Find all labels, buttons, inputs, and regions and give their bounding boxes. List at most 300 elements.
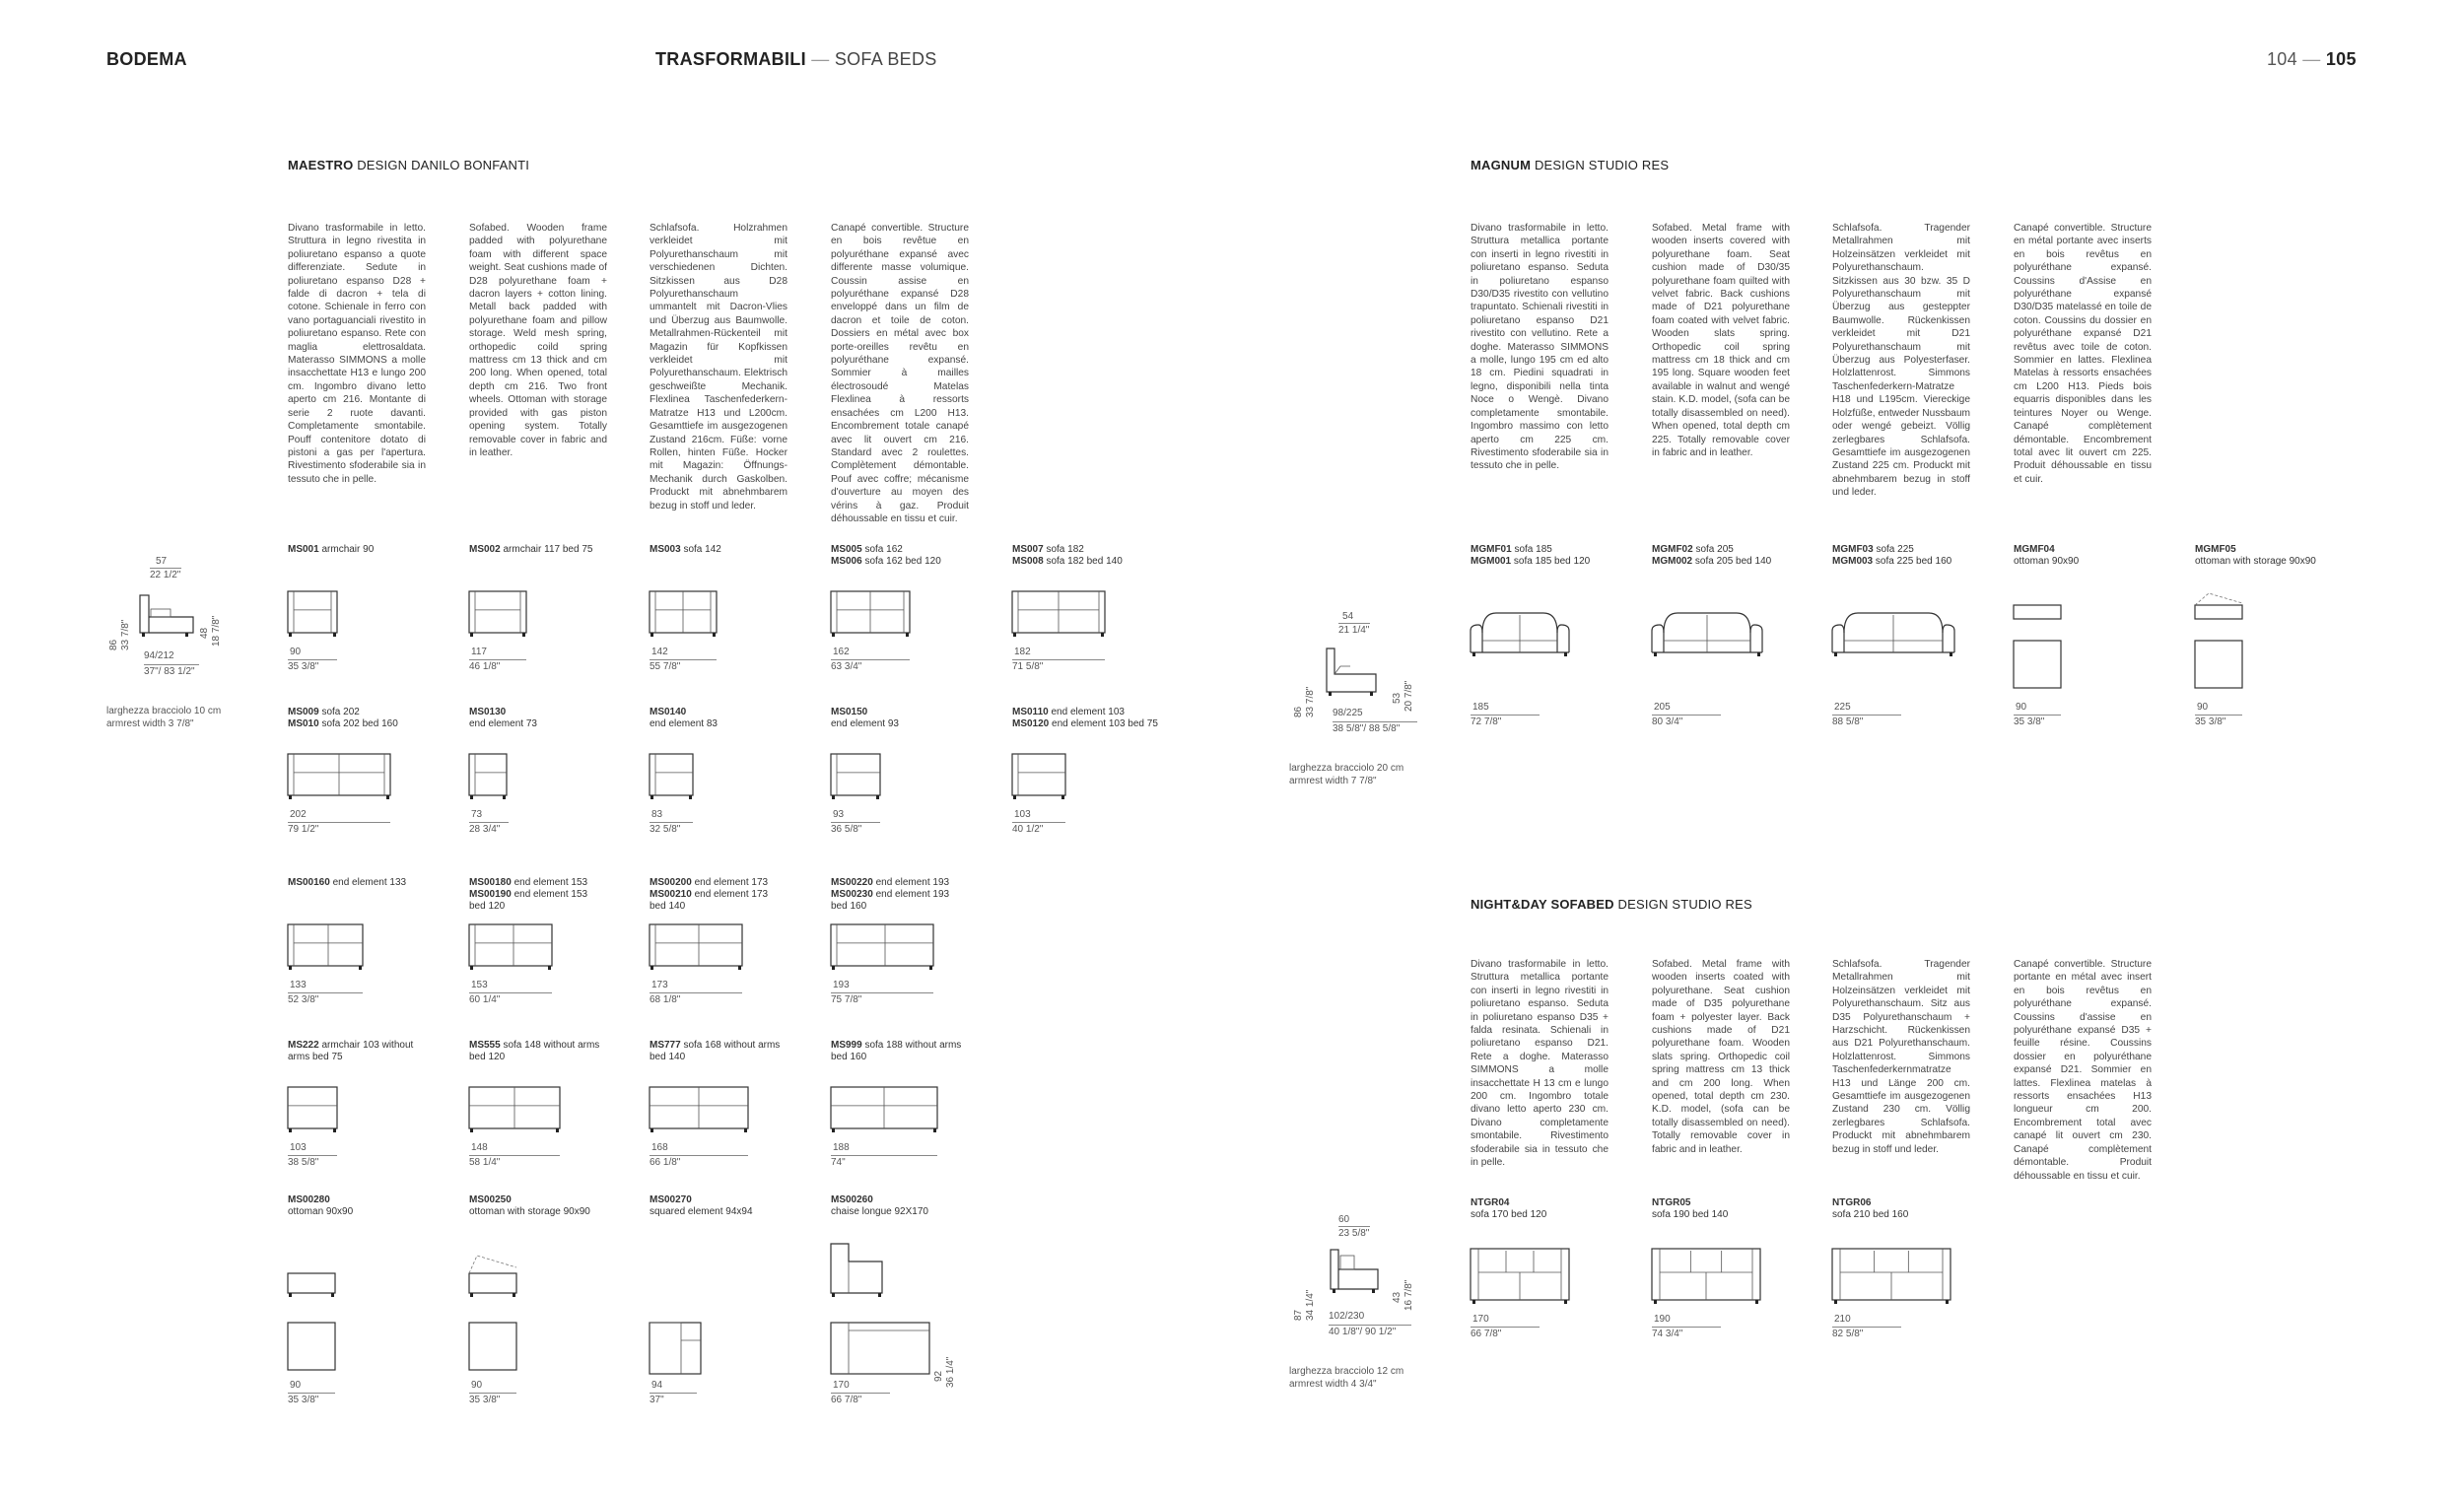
nightday-item	[1832, 1197, 2000, 1345]
maestro-item	[469, 707, 637, 854]
profile-top-dim-in: 21 1/4"	[1338, 625, 1370, 636]
item-desc-2: ottoman with storage 90x90	[2195, 556, 2316, 567]
nightday-armrest-note-it: larghezza bracciolo 12 cm	[1289, 1366, 1404, 1377]
item-desc-2: end element 93	[831, 718, 899, 729]
maestro-title	[288, 158, 529, 172]
item-width-dim-in: 74 3/4"	[1652, 1327, 1721, 1340]
item-front-drawing	[1471, 1249, 1599, 1328]
profile-h2-dim: 53	[1392, 692, 1403, 704]
item-code: MS005	[831, 544, 862, 555]
maestro-desc-de: Schlafsofa. Holzrahmen verkleidet mit Polyurethanschaum mit verschiedenen Dichten. Sitzkissen aus D28 Polyurethanschaum ummantelt mit Dacron-Vlies und Überzug aus Baumwolle. Metallrahmen-Rückenteil mit Magazin für Kopfkissen verkleidet mit Polyurethanschaum. Elektrisch geschweißte Mechanik. Flexlinea Taschenfederkern-Matratze H13 und L200cm. Gesamttiefe im ausgezogenen Zustand 216cm. Füße: vorne Rollen, hinten Füße. Hocker mit Magazin: Öffnungs-Mechanik durch Gaskolben. Produckt mit abnehmbarem bezug in stoff und leder.	[650, 223, 787, 511]
profile-h1-dim: 86	[1293, 706, 1304, 717]
item-front-drawing	[831, 924, 935, 974]
item-label	[831, 544, 941, 568]
magnum-profile	[1289, 609, 1437, 747]
item-code: MS00200	[650, 877, 692, 888]
item-desc: sofa 162	[861, 544, 903, 555]
item-front-drawing	[831, 754, 882, 803]
item-front-drawing	[650, 1087, 750, 1136]
item-desc-2: arms bed 75	[288, 1052, 343, 1062]
item-desc: end element 173	[691, 877, 769, 888]
item-front-drawing	[1652, 1249, 1780, 1328]
item-desc: armchair 117 bed 75	[500, 544, 593, 555]
profile-h2-dim-in: 18 7/8"	[211, 615, 222, 647]
item-desc: sofa 205	[1692, 544, 1734, 555]
profile-bottom-dim: 98/225	[1333, 708, 1363, 718]
magnum-armrest-note-en: armrest width 7 7/8"	[1289, 776, 1377, 786]
page-number-separator: —	[2302, 49, 2321, 69]
maestro-armrest-note-it: larghezza bracciolo 10 cm	[106, 706, 222, 716]
item-desc-2: bed 120	[469, 1052, 506, 1062]
item-front-drawing	[469, 591, 528, 641]
item-label	[1012, 707, 1158, 730]
item-desc: end element 103	[1048, 707, 1125, 717]
item-desc-2: end element 73	[469, 718, 537, 729]
item-desc-2: end element 173	[691, 889, 769, 900]
item-front-drawing	[650, 591, 719, 641]
item-desc-2: chaise longue 92X170	[831, 1206, 928, 1217]
item-width-dim: 162	[833, 647, 850, 657]
page-section-title	[655, 49, 937, 70]
item-desc-2: bed 140	[650, 1052, 686, 1062]
item-width-dim-in: 35 3/8"	[288, 659, 337, 673]
item-front-drawing	[469, 924, 554, 974]
item-front-drawing	[288, 591, 339, 641]
item-code-2: MS008	[1012, 556, 1044, 567]
item-desc: end element 193	[872, 877, 950, 888]
item-front-drawing	[831, 591, 912, 641]
item-width-dim: 90	[2197, 702, 2209, 713]
profile-h1-dim-in: 33 7/8"	[120, 619, 131, 650]
item-width-dim-in: 74"	[831, 1155, 937, 1169]
magnum-item	[1652, 544, 1819, 727]
item-width-dim: 142	[651, 647, 668, 657]
item-desc-2: sofa 210 bed 160	[1832, 1209, 1909, 1220]
maestro-item	[1012, 544, 1180, 692]
brand-logo: BODEMA	[106, 49, 187, 69]
item-label	[650, 707, 718, 730]
magnum-name: MAGNUM	[1471, 158, 1532, 172]
item-label	[1832, 544, 1951, 568]
item-desc: sofa 188 without arms	[861, 1040, 962, 1051]
item-desc-3: bed 120	[469, 901, 506, 912]
maestro-item	[831, 877, 998, 1025]
item-label	[469, 877, 587, 913]
item-width-dim: 193	[833, 980, 850, 990]
item-width-dim-in: 38 5/8"	[288, 1155, 337, 1169]
page-numbers	[2267, 49, 2357, 70]
maestro-item	[650, 707, 817, 854]
item-label	[831, 877, 949, 913]
nightday-desc-it: Divano trasformabile in letto. Struttura metallica portante con inserti in legno rivestiti in poliuretano espanso. Seduta in poliuretano espanso D35 + falda resinata. Schienali in poliuretano espanso D21. Rete a doghe. Materasso SIMMONS a molle insacchettate H 13 cm e lungo 200 cm. Ingombro totale divano letto aperto 230 cm. Divano completamente smontabile. Rivestimento sfoderabile sia in tessuto che in pelle.	[1471, 959, 1608, 1169]
profile-h1-dim-in: 34 1/4"	[1305, 1289, 1316, 1321]
item-label	[831, 1040, 961, 1063]
item-width-dim-in: 60 1/4"	[469, 992, 552, 1006]
item-width-dim: 103	[290, 1142, 307, 1153]
item-width-dim: 83	[651, 809, 663, 820]
maestro-item	[469, 544, 637, 692]
item-code: MS222	[288, 1040, 319, 1051]
item-code-2: MS0120	[1012, 718, 1050, 729]
profile-h1-dim: 86	[108, 639, 119, 650]
profile-h2-dim: 43	[1392, 1291, 1403, 1303]
item-desc-2: sofa 185 bed 120	[1511, 556, 1591, 567]
magnum-desc-fr: Canapé convertible. Structure en métal portante avec inserts en bois revêtus en polyuréthane expansé. Coussins d'Assise en polyuréthane expansé D30/D35 matelassé en toile de coton. Coussins du dossier en polyuréthane expansé D21 revêtus avec toile de coton. Sommier en lattes. Flexlinea Matelas à ressorts ensachées cm L200 H13. Pieds bois equarris disponibles dans les teintures Noyer ou Wenge. Canapé complètement démontable. Encombrement total avec lit ouvert cm 225. Produit déhoussable en tissu et cuir.	[2014, 223, 2152, 485]
item-code-2: MS006	[831, 556, 862, 567]
item-desc-2: ottoman with storage 90x90	[469, 1206, 590, 1217]
item-width-dim-in: 37"	[650, 1393, 697, 1406]
section-name: TRASFORMABILI	[655, 49, 806, 69]
profile-top-dim-in: 22 1/2"	[150, 570, 181, 580]
item-desc-2: end element 83	[650, 718, 718, 729]
magnum-armrest-note-it: larghezza bracciolo 20 cm	[1289, 763, 1404, 774]
item-label	[1832, 1197, 1908, 1221]
item-desc: sofa 148 without arms	[500, 1040, 600, 1051]
item-label	[1012, 544, 1123, 568]
item-code: MS0110	[1012, 707, 1049, 717]
item-width-dim: 168	[651, 1142, 668, 1153]
profile-bottom-dim: 94/212	[144, 650, 174, 661]
magnum-title	[1471, 158, 1669, 172]
item-code-2: MGM002	[1652, 556, 1693, 567]
magnum-item	[1832, 544, 2000, 727]
item-label	[288, 707, 398, 730]
item-width-dim-in: 82 5/8"	[1832, 1327, 1901, 1340]
item-code: MS0150	[831, 707, 868, 717]
maestro-item	[831, 1040, 998, 1188]
item-width-dim-in: 79 1/2"	[288, 822, 390, 836]
maestro-desc-en: Sofabed. Wooden frame padded with polyurethane foam with different space weight. Seat cushions made of D28 polyurethane foam + dacron layers + cotton lining. Metall back padded with polyurethane foam and pillow storage. Weld mesh spring, orthopedic coild spring mattress cm 13 thick and cm 200 long. When opened, total depth cm 216. Two front wheels. Ottoman with storage provided with gas piston opening system. Totally removable cover in fabric and in leather.	[469, 223, 607, 458]
item-width-dim-in: 68 1/8"	[650, 992, 742, 1006]
item-label	[288, 877, 406, 889]
item-label	[288, 544, 374, 556]
profile-top-dim-in: 23 5/8"	[1338, 1228, 1370, 1239]
maestro-item	[650, 1040, 817, 1188]
profile-bottom-dim: 102/230	[1329, 1311, 1365, 1322]
item-code: MGMF04	[2014, 544, 2055, 555]
item-desc: end element 133	[329, 877, 407, 888]
nightday-armrest-note-en: armrest width 4 3/4"	[1289, 1379, 1377, 1390]
item-width-dim-in: 72 7/8"	[1471, 715, 1540, 728]
maestro-item	[831, 544, 998, 692]
item-code-2: MGM001	[1471, 556, 1512, 567]
item-code: MGMF01	[1471, 544, 1512, 555]
item-front-drawing	[1832, 1249, 1960, 1328]
item-width-dim: 103	[1014, 809, 1031, 820]
item-desc: sofa 202	[318, 707, 360, 717]
item-width-dim-in: 35 3/8"	[469, 1393, 516, 1406]
item-code-2: MS00190	[469, 889, 512, 900]
item-code: MS0130	[469, 707, 507, 717]
item-label	[469, 707, 537, 730]
item-label	[469, 1194, 590, 1218]
item-width-dim: 133	[290, 980, 307, 990]
item-desc: sofa 168 without arms	[680, 1040, 781, 1051]
item-code: MGMF05	[2195, 544, 2236, 555]
magnum-desc-it: Divano trasformabile in letto. Struttura metallica portante con inserti in legno rivestiti in poliuretano espanso. Seduta in poliuretano espanso D30/D35 rivestito con vellutino trapuntato. Schienali rivestiti in poliuretano espanso D21 rivestito con vellutino. Rete a doghe. Materasso SIMMONS a molle, lungo 195 cm ed alto 18 cm. Piedini squadrati in legno, disponibili nella tinta Noce o Wengè. Divano completamente smontabile. Ingombro massimo con letto aperto cm 225 cm. Rivestimento sfoderabile sia in tessuto che in pelle.	[1471, 223, 1608, 472]
item-front-drawing	[1471, 593, 1599, 712]
item-label	[1652, 1197, 1728, 1221]
profile-h2-dim: 48	[199, 627, 210, 639]
magnum-designer: DESIGN STUDIO RES	[1534, 158, 1670, 172]
nightday-title	[1471, 897, 1752, 912]
item-desc-2: end element 153	[511, 889, 588, 900]
maestro-item	[288, 707, 455, 854]
item-desc-2: sofa 225 bed 160	[1873, 556, 1952, 567]
item-code: MS00260	[831, 1194, 873, 1205]
item-desc: sofa 185	[1511, 544, 1552, 555]
item-width-dim: 205	[1654, 702, 1671, 713]
item-label	[1471, 544, 1590, 568]
item-width-dim: 94	[651, 1380, 663, 1391]
magnum-desc-en: Sofabed. Metal frame with wooden inserts covered with polyurethane foam. Seat cushion made of D30/35 polyurethane foam quilted with velvet fabric. Back cushions made of D21 polyurethane foam coated with velvet fabric. Wooden slats spring. Orthopedic coil spring mattress cm 18 thick and cm 195 long. Square wooden feet available in walnut and wengé stain. K.D. model, (sofa can be totally disassembled on need). When opened, total depth cm 225. Totally removable cover in fabric and in leather.	[1652, 223, 1790, 458]
item-code: MS00160	[288, 877, 330, 888]
item-front-drawing	[1012, 591, 1107, 641]
item-front-drawing	[288, 754, 392, 803]
item-width-dim-in: 55 7/8"	[650, 659, 717, 673]
item-front-drawing	[831, 1242, 939, 1390]
item-code: MS00270	[650, 1194, 692, 1205]
item-width-dim: 73	[471, 809, 483, 820]
item-front-drawing	[1012, 754, 1067, 803]
item-width-dim-in: 36 5/8"	[831, 822, 880, 836]
item-desc-2: end element 193	[872, 889, 950, 900]
nightday-profile	[1289, 1212, 1437, 1350]
item-code: MS00280	[288, 1194, 330, 1205]
item-width-dim-in: 75 7/8"	[831, 992, 933, 1006]
item-front-drawing	[2195, 593, 2323, 712]
item-width-dim: 90	[471, 1380, 483, 1391]
profile-top-dim: 60	[1338, 1214, 1350, 1225]
item-front-drawing	[1652, 593, 1780, 712]
maestro-item	[831, 1194, 998, 1405]
item-desc-2: sofa 162 bed 120	[861, 556, 941, 567]
item-code: MS001	[288, 544, 319, 555]
maestro-item	[288, 544, 455, 692]
nightday-designer: DESIGN STUDIO RES	[1617, 897, 1752, 912]
item-width-dim-in: 58 1/4"	[469, 1155, 560, 1169]
nightday-item	[1471, 1197, 1638, 1345]
item-width-dim: 173	[651, 980, 668, 990]
maestro-item	[469, 877, 637, 1025]
item-code: MS002	[469, 544, 501, 555]
item-width-dim: 90	[290, 1380, 302, 1391]
item-desc: sofa 225	[1873, 544, 1914, 555]
item-front-drawing	[650, 924, 744, 974]
item-desc-2: ottoman 90x90	[288, 1206, 354, 1217]
item-width-dim: 90	[290, 647, 302, 657]
item-label	[650, 1194, 753, 1218]
magnum-item	[1471, 544, 1638, 727]
item-front-drawing	[650, 1242, 758, 1390]
item-width-dim: 153	[471, 980, 488, 990]
item-label	[469, 1040, 599, 1063]
item-label	[2014, 544, 2079, 568]
item-width-dim: 148	[471, 1142, 488, 1153]
item-code: NTGR05	[1652, 1197, 1691, 1208]
maestro-item	[288, 877, 455, 1025]
item-front-drawing	[650, 754, 695, 803]
item-width-dim: 185	[1472, 702, 1489, 713]
item-front-drawing	[2014, 593, 2142, 712]
item-width-dim-in: 35 3/8"	[2195, 715, 2242, 728]
item-code: MS00250	[469, 1194, 512, 1205]
item-front-drawing	[288, 924, 365, 974]
profile-top-dim: 57	[156, 556, 168, 567]
item-front-drawing	[288, 1087, 339, 1136]
item-code: MS999	[831, 1040, 862, 1051]
item-code: NTGR04	[1471, 1197, 1510, 1208]
maestro-item	[650, 544, 817, 692]
item-width-dim-in: 52 3/8"	[288, 992, 363, 1006]
nightday-desc-en: Sofabed. Metal frame with wooden inserts coated with polyurethane. Seat cushion made of D35 polyurethane foam + polyester layer. Back cushions made of D21 polyurethane foam. Wooden slats spring. Orthopedic coil spring mattress cm 13 thick and cm 200 long. When opened, total depth cm 230. K.D. model, (sofa can be totally disassembled on need). Totally removable cover in fabric and in leather.	[1652, 959, 1790, 1155]
item-width-dim-in: 28 3/4"	[469, 822, 509, 836]
profile-bottom-dim-in: 37"/ 83 1/2"	[144, 664, 199, 678]
item-desc-2: bed 160	[831, 1052, 867, 1062]
item-label	[650, 877, 768, 913]
item-desc-2: squared element 94x94	[650, 1206, 753, 1217]
item-width-dim-in: 66 1/8"	[650, 1155, 748, 1169]
item-code: NTGR06	[1832, 1197, 1872, 1208]
item-code: MGMF03	[1832, 544, 1874, 555]
maestro-item	[650, 1194, 817, 1405]
item-width-dim-in: 46 1/8"	[469, 659, 526, 673]
item-front-drawing	[469, 1087, 562, 1136]
item-code: MGMF02	[1652, 544, 1693, 555]
item-desc-2: sofa 170 bed 120	[1471, 1209, 1547, 1220]
item-front-drawing	[831, 1087, 939, 1136]
maestro-item	[469, 1194, 637, 1405]
maestro-designer: DESIGN DANILO BONFANTI	[357, 158, 530, 172]
item-code-2: MGM003	[1832, 556, 1874, 567]
item-width-dim-in: 71 5/8"	[1012, 659, 1105, 673]
item-front-drawing	[469, 1242, 578, 1390]
item-code: MS00180	[469, 877, 512, 888]
maestro-armrest-note-en: armrest width 3 7/8"	[106, 718, 194, 729]
item-desc-3: bed 140	[650, 901, 686, 912]
profile-h2-dim-in: 20 7/8"	[1403, 680, 1414, 712]
maestro-item	[288, 1040, 455, 1188]
profile-bottom-dim-in: 40 1/8"/ 90 1/2"	[1329, 1325, 1411, 1338]
nightday-desc-de: Schlafsofa. Tragender Metallrahmen mit Holzeinsätzen verkleidet mit Polyurethanschaum. Sitz aus D35 Polyurethanschaum + Harzschicht. Rückenkissen aus D21 Polyurethanschaum. Holzlattenrost. Simmons Taschenfederkernmatratze H13 und Länge 200 cm. Gesamttiefe im ausgezogenen Zustand 230 cm. Völlig zerlegbares Schlafsofa. Produckt mit abnehmbarem bezug in stoff und leder.	[1832, 959, 1970, 1155]
item-code: MS00220	[831, 877, 873, 888]
magnum-item	[2014, 544, 2181, 727]
item-label	[1652, 544, 1771, 568]
maestro-item	[469, 1040, 637, 1188]
item-code: MS007	[1012, 544, 1044, 555]
maestro-name: MAESTRO	[288, 158, 354, 172]
item-width-dim-in: 35 3/8"	[288, 1393, 335, 1406]
item-width-dim-in: 88 5/8"	[1832, 715, 1901, 728]
item-desc-3: bed 160	[831, 901, 867, 912]
maestro-item	[288, 1194, 455, 1405]
item-desc: armchair 90	[318, 544, 375, 555]
item-code-2: MS00210	[650, 889, 692, 900]
item-code: MS009	[288, 707, 319, 717]
item-desc-2: sofa 205 bed 140	[1692, 556, 1772, 567]
item-width-dim-in: 35 3/8"	[2014, 715, 2061, 728]
item-width-dim: 188	[833, 1142, 850, 1153]
item-label	[650, 1040, 780, 1063]
item-width-dim: 170	[833, 1380, 850, 1391]
item-width-dim: 90	[2016, 702, 2027, 713]
item-code-2: MS010	[288, 718, 319, 729]
item-desc-2: sofa 202 bed 160	[318, 718, 398, 729]
profile-bottom-dim-in: 38 5/8"/ 88 5/8"	[1333, 721, 1417, 735]
nightday-item	[1652, 1197, 1819, 1345]
subsection-name: SOFA BEDS	[834, 49, 937, 69]
item-desc: sofa 142	[680, 544, 721, 555]
item-desc: armchair 103 without	[318, 1040, 414, 1051]
item-code: MS777	[650, 1040, 681, 1051]
item-width-dim: 202	[290, 809, 307, 820]
item-label	[2195, 544, 2316, 568]
item-label	[288, 1040, 413, 1063]
item-code: MS003	[650, 544, 681, 555]
item-width-dim: 182	[1014, 647, 1031, 657]
chaise-side-dim: 92	[933, 1370, 944, 1382]
nightday-desc-fr: Canapé convertible. Structure portante en métal avec insert en bois revêtus en polyuréthane expansé. Coussins d'assise en polyuréthane expansé D35 + feuille résine. Coussins dossier en polyuréthane expansé D21. Sommier en lattes. Flexlinea matelas à ressorts ensachées H13 longueur cm 200. Encombrement total avec canapé lit ouvert cm 230. Canapé complètement démontable. Produit déhoussable en tissu et cuir.	[2014, 959, 2152, 1182]
item-front-drawing	[288, 1242, 396, 1390]
item-width-dim-in: 63 3/4"	[831, 659, 910, 673]
item-width-dim-in: 66 7/8"	[831, 1393, 890, 1406]
section-separator: —	[811, 49, 830, 69]
item-desc: sofa 182	[1043, 544, 1084, 555]
maestro-item	[1012, 707, 1180, 854]
item-code: MS0140	[650, 707, 687, 717]
item-desc-2: sofa 182 bed 140	[1043, 556, 1123, 567]
item-label	[288, 1194, 353, 1218]
item-width-dim-in: 66 7/8"	[1471, 1327, 1540, 1340]
item-width-dim: 170	[1472, 1314, 1489, 1325]
item-code: MS555	[469, 1040, 501, 1051]
magnum-item	[2195, 544, 2362, 727]
nightday-name: NIGHT&DAY SOFABED	[1471, 897, 1614, 912]
item-width-dim-in: 40 1/2"	[1012, 822, 1065, 836]
item-desc-2: ottoman 90x90	[2014, 556, 2080, 567]
item-front-drawing	[469, 754, 509, 803]
maestro-item	[650, 877, 817, 1025]
maestro-item	[831, 707, 998, 854]
maestro-desc-it: Divano trasformabile in letto. Struttura in legno rivestita in poliuretano espanso a quote differenziate. Sedute in poliuretano espanso D28 + falde di dacron + tela di cotone. Schienale in ferro con vano portaguanciali rivestito in poliuretano espanso. Rete con maglia elettrosaldata. Materasso SIMMONS a molle insacchettate H13 e lungo 200 cm. Ingombro divano letto aperto cm 216. Montante di serie 2 ruote davanti. Completamente smontabile. Pouff contenitore dotato di pistoni a gas per l'apertura. Rivestimento sfoderabile sia in tessuto che in pelle.	[288, 223, 426, 485]
profile-h1-dim-in: 33 7/8"	[1305, 686, 1316, 717]
item-label	[831, 707, 899, 730]
item-label	[831, 1194, 928, 1218]
item-desc: end element 153	[511, 877, 588, 888]
item-width-dim-in: 80 3/4"	[1652, 715, 1721, 728]
magnum-desc-de: Schlafsofa. Tragender Metallrahmen mit Holzeinsätzen verkleidet mit Polyurethanschaum. Sitzkissen aus 30 bzw. 35 D Polyurethanschaum mit Überzug aus gesteppter Baumwolle. Rückenkissen verkleidet mit D21 Polyurethanschaum mit Überzug aus Polyesterfaser. Holzlattenrost. Simmons Taschenfederkern-Matratze H18 und L195cm. Viereckige Holzfüße, entweder Nussbaum oder wengé gebeizt. Völlig zerlegbares Schlafsofa. Gesamttiefe im ausgezogenen Zustand 225 cm. Produckt mit abnehmbarem bezug in stoff und leder.	[1832, 223, 1970, 499]
item-width-dim: 190	[1654, 1314, 1671, 1325]
item-label	[650, 544, 721, 556]
item-desc-2: sofa 190 bed 140	[1652, 1209, 1729, 1220]
item-width-dim-in: 32 5/8"	[650, 822, 693, 836]
item-width-dim: 210	[1834, 1314, 1851, 1325]
item-width-dim: 93	[833, 809, 845, 820]
page-right-number: 105	[2325, 49, 2357, 69]
profile-h1-dim: 87	[1293, 1309, 1304, 1321]
item-desc-2: end element 103 bed 75	[1049, 718, 1158, 729]
item-width-dim: 117	[471, 647, 487, 657]
item-front-drawing	[1832, 593, 1960, 712]
maestro-profile	[106, 552, 235, 690]
item-code-2: MS00230	[831, 889, 873, 900]
maestro-desc-fr: Canapé convertible. Structure en bois revêtue en polyuréthane expansé avec differente masse volumique. Coussin assise en polyuréthane expansé D28 enveloppé dans un film de dacron et toile de coton. Dossiers en métal avec box porte-oreilles revêtu en polyuréthane expansé. Sommier à mailles électrosoudé Matelas Flexlinea à ressorts ensachées cm L200 H13. Encombrement totale canapé avec lit ouvert cm 216. Standard avec 2 roulettes. Complètement démontable. Pouf avec coffre; mécanisme d'ouverture au moyen des vérins à gaz. Produit déhoussable en tissu et cuir.	[831, 223, 969, 524]
profile-h2-dim-in: 16 7/8"	[1403, 1279, 1414, 1311]
item-label	[469, 544, 592, 556]
item-label	[1471, 1197, 1546, 1221]
chaise-side-dim-in: 36 1/4"	[945, 1356, 956, 1388]
item-width-dim: 225	[1834, 702, 1851, 713]
